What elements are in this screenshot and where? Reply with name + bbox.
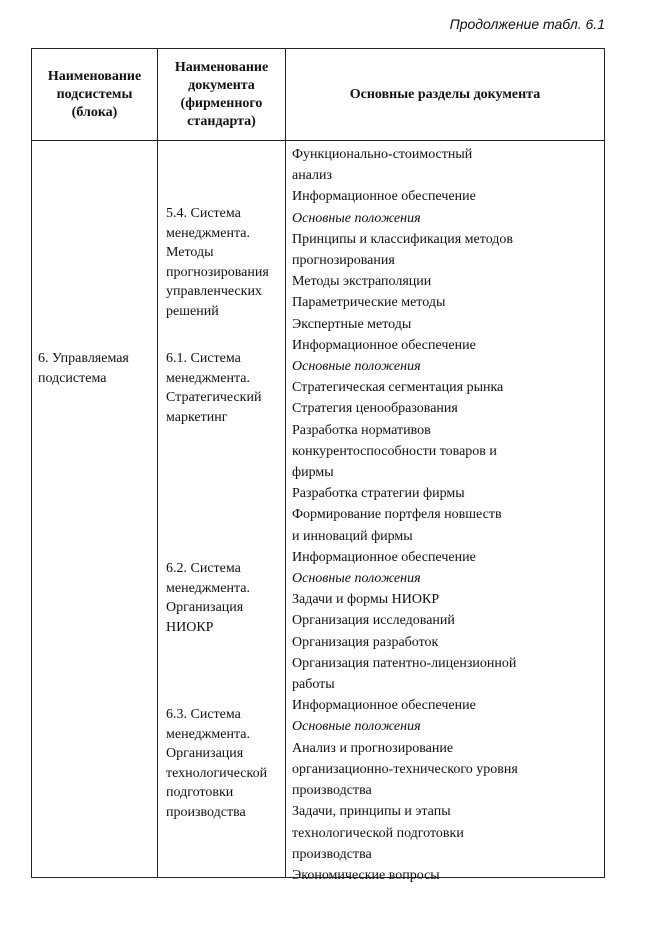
section-line: Экспертные методы [292,316,412,332]
section-line: работы [292,677,335,693]
section-line: Информационное обеспечение [292,549,476,565]
section-line: Информационное обеспечение [292,337,476,353]
section-line: Организация разработок [292,634,439,650]
section-line: Основные положения [292,359,421,375]
section-line: технологической подготовки [292,825,464,841]
section-line: Методы экстраполяции [292,274,432,290]
section-line: Разработка стратегии фирмы [292,486,465,502]
document-6-1: 6.1. Система менеджмента. Стратегический маркетинг [166,351,262,425]
section-line: Задачи и формы НИОКР [292,592,440,608]
subsystem-cell: 6. Управляемая подсистема [38,351,129,386]
section-line: производства [292,783,372,799]
section-line: Основные положения [292,719,421,735]
section-line: и инноваций фирмы [292,528,413,544]
header-sections: Основные разделы документа [349,86,541,102]
section-line: Экономические вопросы [292,867,440,883]
section-line: Организация исследований [292,613,455,629]
section-line: Основные положения [292,210,421,226]
section-line: Функционально-стоимостный [292,147,473,162]
section-line: фирмы [292,465,334,481]
section-line: Параметрические методы [292,295,446,311]
column-divider [285,49,286,877]
document-6-3: 6.3. Система менеджмента. Организация технологической подготовки производства [166,707,268,820]
section-line: Задачи, принципы и этапы [292,804,451,820]
header-document: Наименование документа (фирменного стандарта) [174,59,269,129]
section-line: Анализ и прогнозирование [292,740,454,756]
column-divider [157,49,158,877]
document-table [31,48,605,883]
header-divider [32,140,604,141]
section-line: конкурентоспособности товаров и [292,443,497,459]
section-line: производства [292,846,372,862]
sections-list [292,144,602,886]
header-subsystem: Наименование подсистемы (блока) [47,68,142,120]
section-line: Разработка нормативов [292,422,431,438]
section-line: прогнозирования [292,253,395,269]
document-6-2: 6.2. Система менеджмента. Организация НИОКР [166,561,250,635]
section-line: Информационное обеспечение [292,189,476,205]
section-line: Информационное обеспечение [292,698,476,714]
section-line: Принципы и классификация методов [292,231,514,247]
section-line: анализ [292,168,333,184]
section-line: Формирование портфеля новшеств [292,507,502,523]
section-line: Организация патентно-лицензионной [292,655,517,671]
section-line: Стратегическая сегментация рынка [292,380,504,396]
section-line: Стратегия ценообразования [292,401,458,417]
document-5-4: 5.4. Система менеджмента. Методы прогнозирования управленческих решений [166,206,269,319]
table-caption: Продолжение табл. 6.1 [449,16,605,32]
section-line: Основные положения [292,571,421,587]
section-line: организационно-технического уровня [292,761,518,777]
